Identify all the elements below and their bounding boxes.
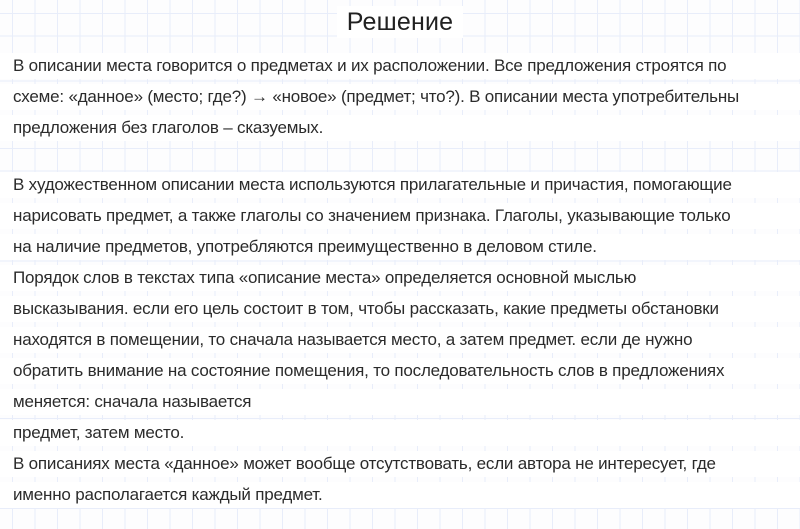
text-line: В описаниях места «данное» может вообще отсутствовать, если автора не интересует, где: [0, 451, 800, 477]
paragraph: [0, 265, 800, 415]
text-line: В художественном описании места используются прилагательные и причастия, помогающие: [0, 172, 800, 198]
text-line: предложения без глаголов – сказуемых.: [0, 115, 800, 141]
text-line: предмет, затем место.: [0, 420, 800, 446]
text-line: находятся в помещении, то сначала называется место, а затем предмет. если де нужно: [0, 327, 800, 353]
text-line: Порядок слов в текстах типа «описание места» определяется основной мыслью: [0, 265, 800, 291]
paragraph: [0, 172, 800, 260]
text-line: меняется: сначала называется: [0, 389, 800, 415]
solution-text: [0, 53, 800, 508]
text-line: на наличие предметов, употребляются преимущественно в деловом стиле.: [0, 234, 800, 260]
text-line: В описании места говорится о предметах и их расположении. Все предложения строятся по: [0, 53, 800, 79]
title-row: [0, 0, 800, 53]
paragraph: [0, 420, 800, 446]
text-line: обратить внимание на состояние помещения, то последовательность слов в предложениях: [0, 358, 800, 384]
text-line: схеме: «данное» (место; где?) → «новое» (предмет; что?). В описании места употребительны: [0, 84, 800, 110]
text-line: высказывания. если его цель состоит в том, чтобы рассказать, какие предметы обстановки: [0, 296, 800, 322]
paragraph: [0, 451, 800, 508]
text-line: именно располагается каждый предмет.: [0, 482, 800, 508]
text-line: нарисовать предмет, а также глаголы со значением признака. Глаголы, указывающие только: [0, 203, 800, 229]
page-title: Решение: [337, 6, 464, 38]
paragraph: [0, 53, 800, 141]
